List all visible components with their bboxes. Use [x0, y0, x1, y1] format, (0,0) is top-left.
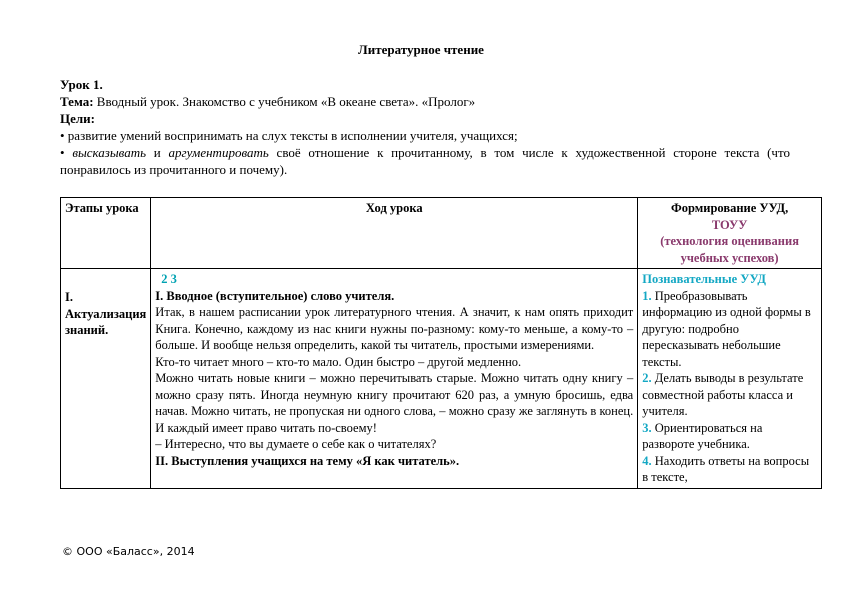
header-technology: (технология оценивания учебных успехов)	[660, 234, 799, 265]
goal-verb-1: высказывать	[72, 145, 147, 160]
uud-item-text: Делать выводы в результате совместной работы класса и учителя.	[642, 371, 804, 418]
paragraph-4: – Интересно, что вы думаете о себе как о читателях?	[155, 437, 437, 451]
uud-item-number: 3.	[642, 420, 652, 435]
topic-label: Тема:	[60, 94, 94, 109]
topic-text: Вводный урок. Знакомство с учебником «В океане света». «Пролог»	[93, 94, 476, 109]
goal-verb-2: аргументировать	[168, 145, 269, 160]
uud-item	[642, 420, 817, 453]
uud-item-number: 4.	[642, 453, 652, 468]
uud-item-number: 2.	[642, 371, 652, 385]
uud-item-text: Находить ответы на вопросы в тексте,	[642, 453, 810, 484]
uud-item-text: Ориентироваться на развороте учебника.	[642, 420, 763, 451]
header-stages: Этапы урока	[61, 198, 151, 269]
uud-item	[642, 453, 817, 486]
header-toyu: ТОУУ	[711, 217, 748, 232]
section-heading-2: II. Выступления учащихся на тему «Я как читатель».	[155, 453, 460, 468]
goal-bullet: •	[60, 145, 73, 160]
lesson-table	[60, 197, 822, 489]
goal-conj: и	[146, 145, 169, 160]
paragraph-1: Итак, в нашем расписании урок литературного чтения. А значит, к нам опять приходит Книга. Конечно, каждому из нас книги нужны по-разному: кому-то меньше, а кому-то – больше. И вообще нельзя определить, какой ты читатель, простыми измерениями.	[155, 305, 634, 352]
topic-line	[60, 93, 790, 110]
table-row	[61, 269, 822, 489]
header-course: Ход урока	[151, 198, 638, 269]
copyright-footer: © ООО «Баласс», 2014	[62, 545, 195, 558]
uud-cell	[638, 269, 822, 489]
lesson-header	[60, 76, 790, 178]
document-title: Литературное чтение	[358, 42, 484, 57]
header-uud	[638, 198, 822, 269]
paragraph-2: Кто-то читает много – кто-то мало. Один быстро – другой медленно.	[155, 354, 522, 369]
header-uud-title: Формирование УУД,	[670, 201, 789, 215]
uud-item	[642, 370, 817, 420]
course-cell	[151, 269, 638, 489]
slide-numbers: 2 3	[161, 272, 177, 286]
goal-rest: своё отношение к прочитанному, в том числе к художественной стороне текста (что понравилось из прочитанного и почему).	[60, 145, 790, 177]
uud-item	[642, 288, 817, 371]
stage-cell: I. Актуализация знаний.	[61, 269, 151, 489]
goal-item-1: • развитие умений воспринимать на слух тексты в исполнении учителя, учащихся;	[60, 128, 518, 143]
goal-item-2	[60, 144, 790, 178]
goals-label: Цели:	[60, 111, 95, 126]
lesson-number: Урок 1.	[60, 77, 103, 92]
uud-item-text: Преобразовывать информацию из одной формы в другую: подробно пересказывать небольшие тексты.	[642, 288, 811, 369]
uud-item-number: 1.	[642, 288, 652, 303]
paragraph-3: Можно читать новые книги – можно перечитывать старые. Можно читать одну книгу – можно сразу пять. Иногда неумную книгу прочитают 620 раз, а умную бросишь, едва начав. Можно читать, не пропуская ни одного слова, – можно сразу же заглянуть в конец. И каждый имеет право читать по-своему!	[155, 371, 634, 435]
uud-category-title: Познавательные УУД	[642, 272, 766, 286]
table-header-row	[61, 198, 822, 269]
section-heading-1: I. Вводное (вступительное) слово учителя.	[155, 288, 395, 303]
